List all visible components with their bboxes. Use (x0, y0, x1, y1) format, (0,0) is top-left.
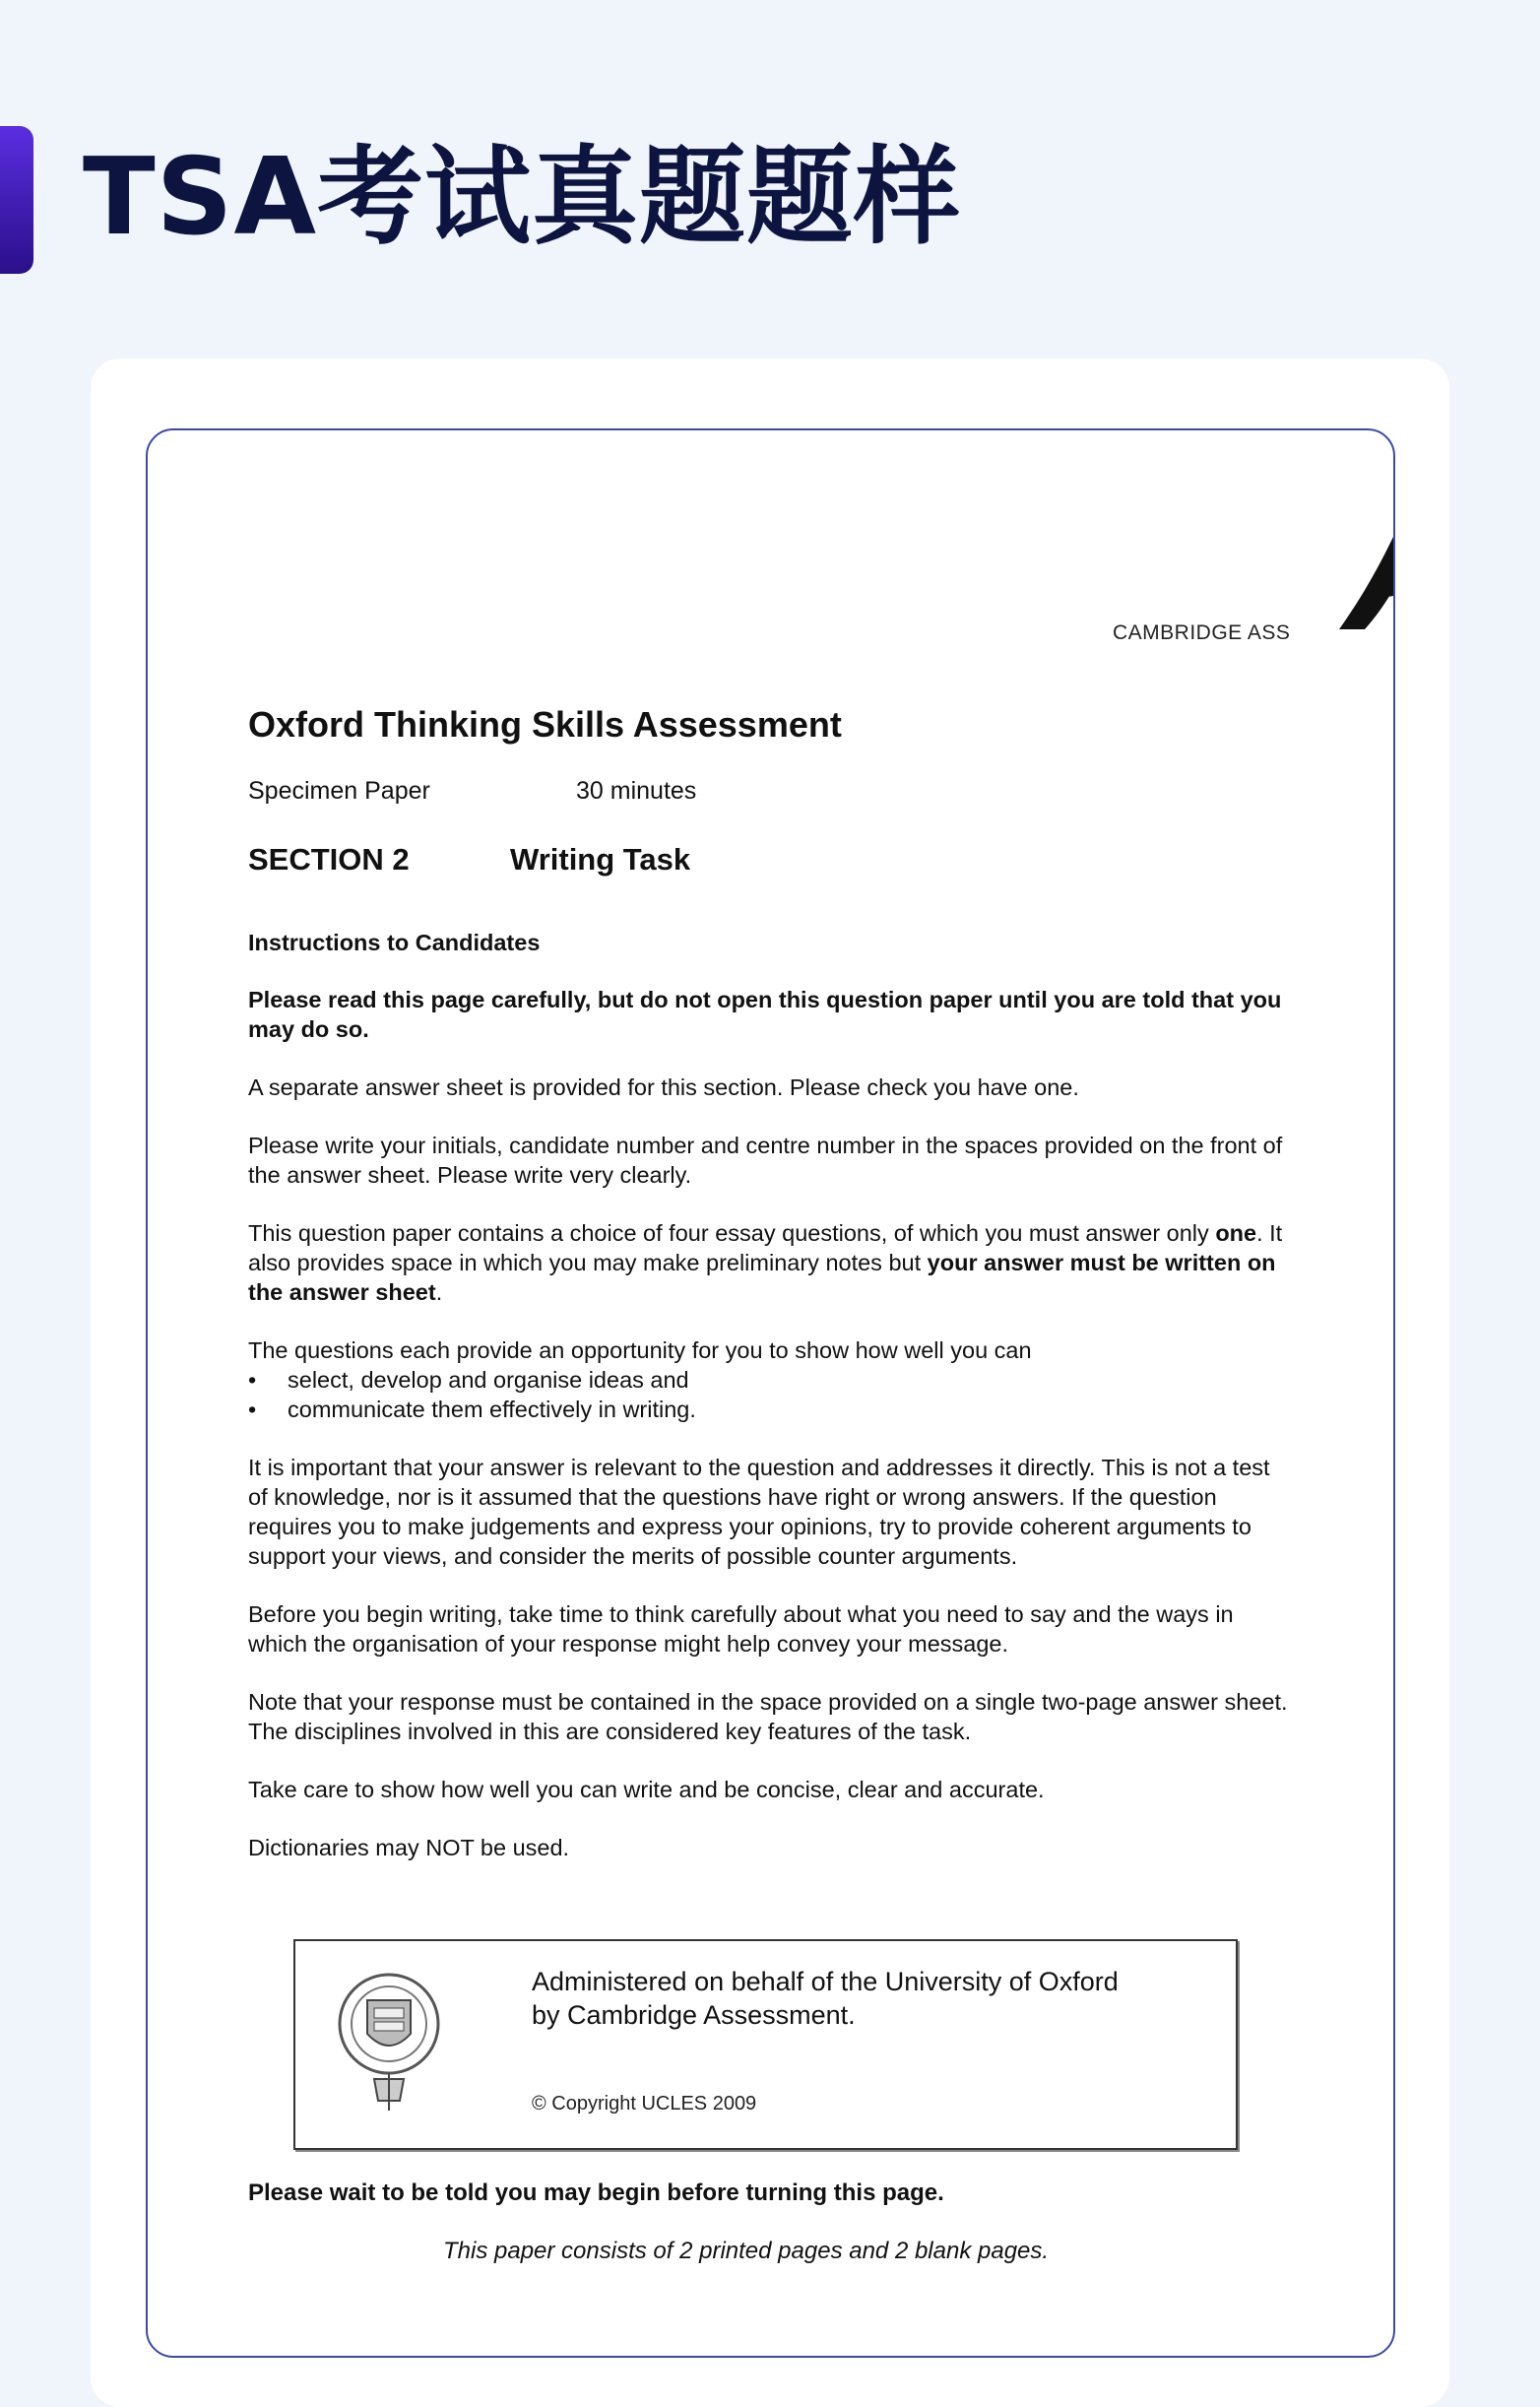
paragraph-relevance: It is important that your answer is relevant to the question and addresses it directly. This is not a test of knowledge, nor is it assumed that the questions have right or wrong answers. If the question requires you to make judgements and express your opinions, try to provide coherent arguments to support your views, and consider the merits of possible counter arguments. (248, 1455, 1270, 1569)
document-title: Oxford Thinking Skills Assessment (248, 704, 842, 745)
logo-text: CAMBRIDGE ASS (1113, 621, 1291, 644)
paragraph-concise: Take care to show how well you can write and be concise, clear and accurate. (248, 1777, 1045, 1802)
exam-paper (148, 430, 1393, 2356)
university-crest-icon (335, 1963, 443, 2130)
document-frame (146, 428, 1395, 2358)
p3-text-e: . (435, 1279, 443, 1305)
wait-note: Please wait to be told you may begin before turning this page. (248, 2179, 944, 2206)
p3-text-b: one (1215, 1220, 1257, 1246)
cambridge-a-icon (1339, 509, 1395, 637)
list-item: • communicate them effectively in writing. (248, 1395, 1292, 1424)
paper-type: Specimen Paper (248, 777, 430, 805)
warning-paragraph: Please read this page carefully, but do not open this question paper until you are told that you may do so. (248, 987, 1282, 1042)
instructions-heading: Instructions to Candidates (248, 930, 541, 955)
paper-meta (248, 777, 696, 806)
page-title: TSA考试真题题样 (83, 136, 962, 259)
paragraph-initials: Please write your initials, candidate number and centre number in the spaces provided on the front of the answer sheet. Please write very clearly. (248, 1133, 1283, 1188)
paragraph-essay-choice (248, 1218, 1292, 1307)
p3-text-c: . It also provides space in which you may make preliminary notes but (248, 1220, 1283, 1275)
section-name: Writing Task (510, 842, 691, 877)
opportunity-intro: The questions each provide an opportunity for you to show how well you can (248, 1337, 1032, 1363)
paragraph-opportunity (248, 1335, 1292, 1365)
p3-text-a: This question paper contains a choice of four essay questions, of which you must answer only (248, 1220, 1216, 1246)
skills-list (248, 1365, 1292, 1424)
p3-text-d: your answer must be written on the answer sheet (248, 1250, 1276, 1305)
paragraph-answer-sheet: A separate answer sheet is provided for this section. Please check you have one. (248, 1074, 1079, 1100)
paper-duration: 30 minutes (576, 777, 697, 805)
heading-accent-bar (0, 126, 33, 274)
section-number: SECTION 2 (248, 842, 410, 877)
admin-line-1: Administered on behalf of the University of Oxford (532, 1967, 1119, 1996)
section-heading (248, 842, 690, 878)
copyright-text: © Copyright UCLES 2009 (532, 2093, 757, 2114)
pages-note: This paper consists of 2 printed pages and 2 blank pages. (443, 2238, 1050, 2264)
administration-box (293, 1939, 1238, 2150)
paragraph-dictionaries: Dictionaries may NOT be used. (248, 1835, 570, 1860)
list-item: • select, develop and organise ideas and (248, 1365, 1292, 1395)
cambridge-logo (1113, 509, 1395, 647)
paragraph-planning: Before you begin writing, take time to think carefully about what you need to say and the ways in which the organisation of your response might help convey your message. (248, 1601, 1234, 1657)
paragraph-space-note: Note that your response must be contained in the space provided on a single two-page answer sheet. The disciplines involved in this are considered key features of the task. (248, 1689, 1288, 1744)
page-heading (0, 126, 1540, 274)
admin-line-2: by Cambridge Assessment. (532, 2000, 856, 2030)
instructions-body (248, 928, 1292, 1891)
